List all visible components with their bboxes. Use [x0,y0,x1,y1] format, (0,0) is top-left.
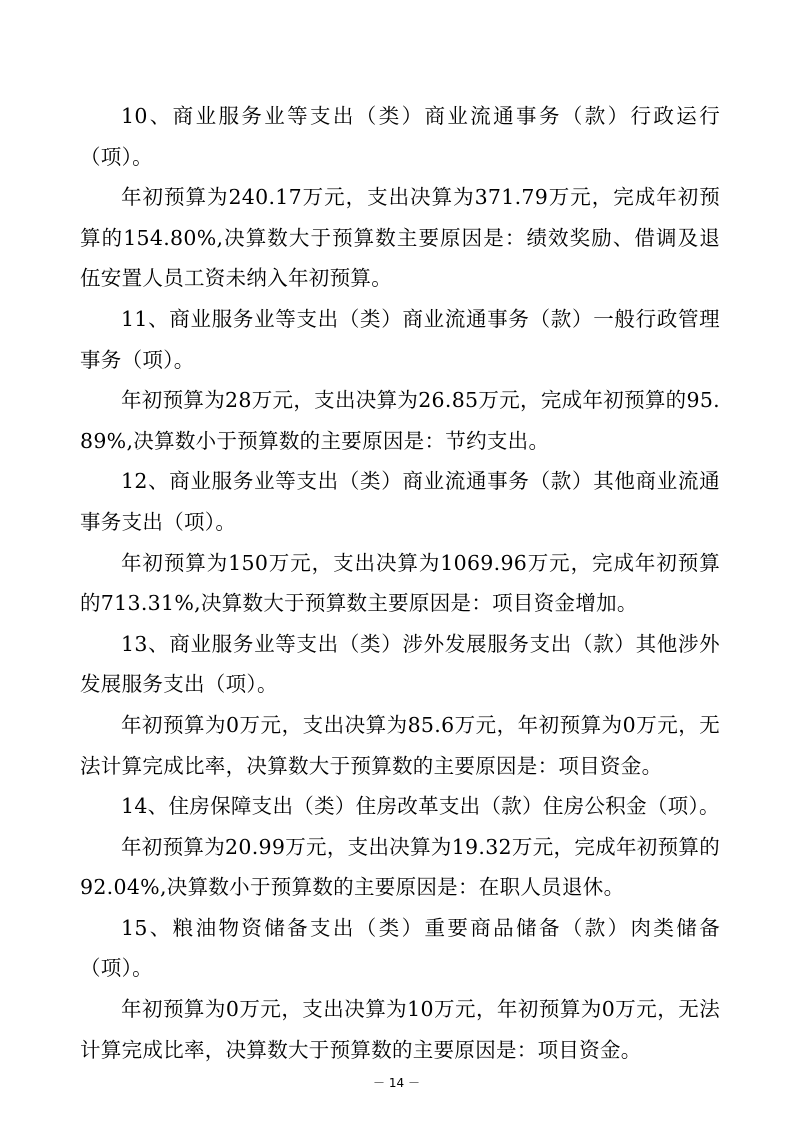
item-15-heading: 15、粮油物资储备支出（类）重要商品储备（款）肉类储备（项）。 [80,915,720,981]
item-13-heading: 13、商业服务业等支出（类）涉外发展服务支出（款）其他涉外发展服务支出（项）。 [80,631,720,697]
item-11-heading: 11、商业服务业等支出（类）商业流通事务（款）一般行政管理事务（项）。 [80,306,720,372]
item-10-heading: 10、商业服务业等支出（类）商业流通事务（款）行政运行（项）。 [80,104,720,169]
item-12-detail: 年初预算为150万元，支出决算为1069.96万元，完成年初预算的713.31%,决算数大于预算数主要原因是：项目资金增加。 [80,550,720,616]
item-11-detail: 年初预算为28万元，支出决算为26.85万元，完成年初预算的95.89%,决算数小于预算数的主要原因是：节约支出。 [80,388,720,453]
item-12-heading: 12、商业服务业等支出（类）商业流通事务（款）其他商业流通事务支出（项）。 [80,469,720,534]
item-14-heading: 14、住房保障支出（类）住房改革支出（款）住房公积金（项）。 [121,794,720,819]
page-number: － 14 － [373,1076,420,1090]
item-15-detail: 年初预算为0万元，支出决算为10万元，年初预算为0万元，无法计算完成比率，决算数大于预算数的主要原因是：项目资金。 [80,997,720,1062]
item-13-detail: 年初预算为0万元，支出决算为85.6万元，年初预算为0万元，无法计算完成比率，决算数大于预算数的主要原因是：项目资金。 [80,712,720,778]
item-14-detail: 年初预算为20.99万元，支出决算为19.32万元，完成年初预算的92.04%,决算数小于预算数的主要原因是：在职人员退休。 [80,834,720,900]
document-body [80,96,720,1070]
item-10-detail: 年初预算为240.17万元，支出决算为371.79万元，完成年初预算的154.80%,决算数大于预算数主要原因是：绩效奖励、借调及退伍安置人员工资未纳入年初预算。 [80,185,720,291]
